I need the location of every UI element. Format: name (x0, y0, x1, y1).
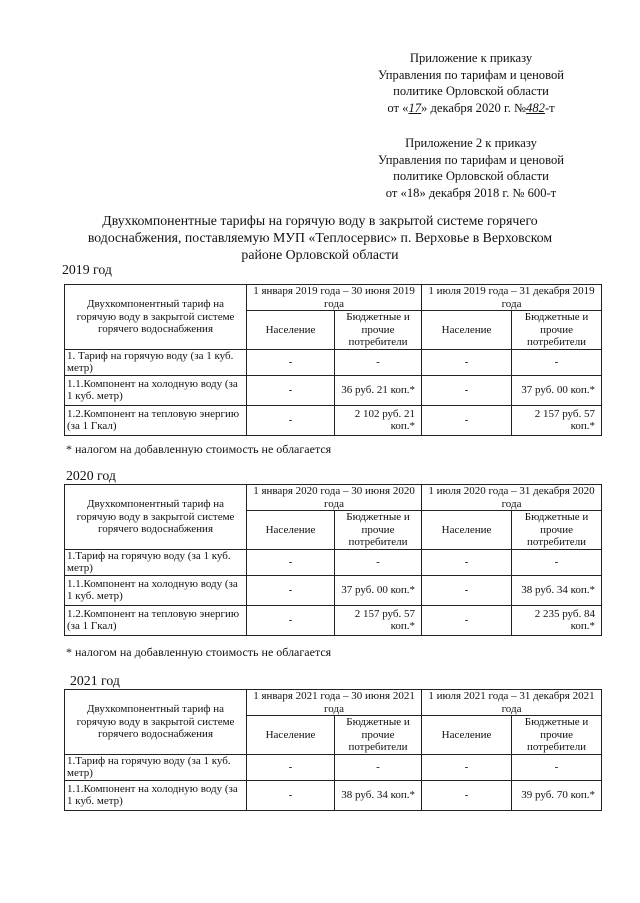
tariff-cell: 2 157 руб. 57 коп.* (335, 605, 422, 635)
annex-2-header (346, 135, 596, 201)
corner-header: Двухкомпонентный тариф на горячую воду в закрытой системе горячего водоснабжения (65, 485, 247, 550)
tariff-cell: 36 руб. 21 коп.* (335, 375, 422, 405)
period-header: 1 июля 2020 года – 31 декабря 2020 года (422, 485, 602, 511)
row-label: 1.Тариф на горячую воду (за 1 куб. метр) (65, 754, 247, 780)
year-heading-2019: 2019 год (62, 262, 112, 277)
header-line: политике Орловской области (393, 169, 549, 183)
tariff-cell: - (422, 575, 512, 605)
budget-consumers-header: Бюджетные и прочие потребители (335, 311, 422, 350)
population-header: Население (422, 716, 512, 755)
tariff-cell: - (247, 375, 335, 405)
date-suffix: -т (544, 100, 555, 115)
date-prefix: от « (387, 100, 409, 115)
tariff-table-2019 (64, 284, 602, 436)
tariff-cell: - (335, 754, 422, 780)
tariff-cell: - (335, 549, 422, 575)
tariff-cell: - (512, 549, 602, 575)
table-row (65, 780, 602, 810)
population-header: Население (422, 511, 512, 550)
row-label: 1. Тариф на горячую воду (за 1 куб. метр) (65, 349, 247, 375)
tariff-cell: - (247, 780, 335, 810)
period-header: 1 января 2020 года – 30 июня 2020 года (247, 485, 422, 511)
tariff-cell: - (247, 575, 335, 605)
corner-header: Двухкомпонентный тариф на горячую воду в закрытой системе горячего водоснабжения (65, 690, 247, 755)
row-label: 1.1.Компонент на холодную воду (за 1 куб. метр) (65, 375, 247, 405)
tariff-cell: - (247, 605, 335, 635)
tariff-cell: - (512, 349, 602, 375)
period-header: 1 июля 2019 года – 31 декабря 2019 года (422, 285, 602, 311)
table-row (65, 349, 602, 375)
tariff-cell: 2 102 руб. 21 коп.* (335, 405, 422, 435)
title-line: водоснабжения, поставляемую МУП «Теплосервис» п. Верховье в Верховском (87, 230, 553, 245)
table-row (65, 754, 602, 780)
header-line: политике Орловской области (393, 84, 549, 98)
tariff-cell: - (422, 780, 512, 810)
budget-consumers-header: Бюджетные и прочие потребители (335, 511, 422, 550)
vat-footnote: * налогом на добавленную стоимость не облагается (66, 645, 332, 659)
tariff-table-2020 (64, 484, 602, 636)
tariff-cell: - (247, 754, 335, 780)
handwritten-number: 482 (526, 100, 545, 115)
tariff-cell: - (247, 349, 335, 375)
tariff-cell: - (422, 375, 512, 405)
table-row (65, 549, 602, 575)
tariff-cell: 38 руб. 34 коп.* (512, 575, 602, 605)
tariff-cell: - (247, 405, 335, 435)
corner-header: Двухкомпонентный тариф на горячую воду в закрытой системе горячего водоснабжения (65, 285, 247, 350)
period-header: 1 января 2021 года – 30 июня 2021 года (247, 690, 422, 716)
tariff-cell: - (422, 754, 512, 780)
header-line: Управления по тарифам и ценовой (378, 67, 564, 82)
tariff-cell: - (422, 349, 512, 375)
tariff-cell: - (422, 605, 512, 635)
tariff-cell: 2 157 руб. 57 коп.* (512, 405, 602, 435)
order-annex-header (346, 50, 596, 116)
header-date-line (346, 100, 596, 117)
population-header: Население (247, 311, 335, 350)
year-heading-2021: 2021 год (70, 673, 120, 688)
tariff-cell: - (247, 549, 335, 575)
tariff-cell: 38 руб. 34 коп.* (335, 780, 422, 810)
title-line: районе Орловской области (241, 247, 399, 262)
population-header: Население (422, 311, 512, 350)
document-title (52, 212, 588, 263)
row-label: 1.2.Компонент на тепловую энергию (за 1 Гкал) (65, 405, 247, 435)
tariff-cell: 37 руб. 00 коп.* (512, 375, 602, 405)
row-label: 1.1.Компонент на холодную воду (за 1 куб. метр) (65, 780, 247, 810)
row-label: 1.1.Компонент на холодную воду (за 1 куб. метр) (65, 575, 247, 605)
table-row (65, 605, 602, 635)
year-heading-2020: 2020 год (66, 468, 116, 483)
budget-consumers-header: Бюджетные и прочие потребители (512, 716, 602, 755)
tariff-cell: - (422, 549, 512, 575)
header-line: Управления по тарифам и ценовой (378, 152, 564, 167)
tariff-cell: - (422, 405, 512, 435)
tariff-cell: 37 руб. 00 коп.* (335, 575, 422, 605)
tariff-cell: - (512, 754, 602, 780)
budget-consumers-header: Бюджетные и прочие потребители (512, 511, 602, 550)
vat-footnote: * налогом на добавленную стоимость не облагается (66, 442, 332, 456)
table-row (65, 375, 602, 405)
tariff-cell: 39 руб. 70 коп.* (512, 780, 602, 810)
header-line: Приложение к приказу (409, 51, 533, 65)
row-label: 1.2.Компонент на тепловую энергию (за 1 Гкал) (65, 605, 247, 635)
table-row (65, 575, 602, 605)
handwritten-day: 17 (408, 100, 422, 115)
header-line: Приложение 2 к приказу (405, 136, 537, 150)
tariff-table-2021 (64, 689, 602, 811)
period-header: 1 января 2019 года – 30 июня 2019 года (247, 285, 422, 311)
table-row (65, 405, 602, 435)
header-line: от «18» декабря 2018 г. № 600-т (385, 185, 557, 200)
row-label: 1.Тариф на горячую воду (за 1 куб. метр) (65, 549, 247, 575)
budget-consumers-header: Бюджетные и прочие потребители (335, 716, 422, 755)
tariff-cell: 2 235 руб. 84 коп.* (512, 605, 602, 635)
title-line: Двухкомпонентные тарифы на горячую воду в закрытой системе горячего (102, 213, 538, 228)
tariff-cell: - (335, 349, 422, 375)
budget-consumers-header: Бюджетные и прочие потребители (512, 311, 602, 350)
date-middle: » декабря 2020 г. № (421, 100, 527, 115)
population-header: Население (247, 511, 335, 550)
population-header: Население (247, 716, 335, 755)
period-header: 1 июля 2021 года – 31 декабря 2021 года (422, 690, 602, 716)
